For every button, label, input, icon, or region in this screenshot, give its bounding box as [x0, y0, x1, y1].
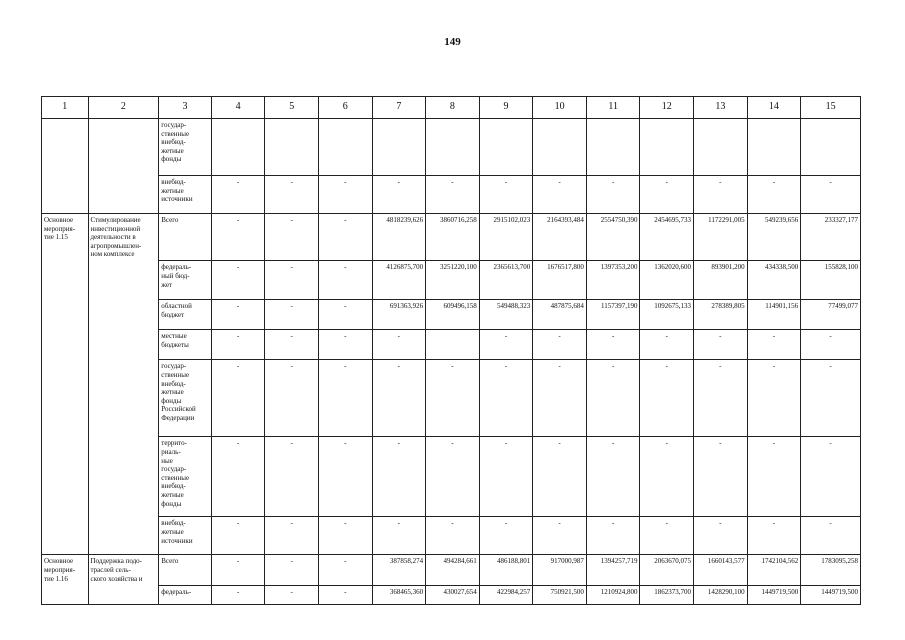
column-header-8: 8 — [426, 97, 480, 119]
column-header-6: 6 — [318, 97, 372, 119]
value-cell-col-9: - — [479, 360, 533, 437]
value-cell-col-12: 2063670,075 — [640, 555, 694, 585]
event-name-cell: Стимулирование инвестиционной деятельности в агропромышлен- ном комплексе — [88, 214, 159, 261]
value-cell-col-5 — [265, 119, 319, 176]
value-cell-col-8 — [426, 119, 480, 176]
value-cell-col-9: - — [479, 517, 533, 555]
value-cell-col-11: 1157397,190 — [586, 300, 640, 330]
value-cell-col-13: - — [694, 517, 748, 555]
table-row — [42, 119, 861, 176]
value-cell-col-6: - — [318, 517, 372, 555]
column-header-12: 12 — [640, 97, 694, 119]
value-cell-col-13: - — [694, 437, 748, 517]
event-name-cell — [88, 517, 159, 555]
value-cell-col-12: 1092675,133 — [640, 300, 694, 330]
value-cell-col-4: - — [211, 437, 265, 517]
column-header-11: 11 — [586, 97, 640, 119]
value-cell-col-7: - — [372, 517, 426, 555]
value-cell-col-9: 2365613,700 — [479, 261, 533, 300]
value-cell-col-12: 2454695,733 — [640, 214, 694, 261]
value-cell-col-9: - — [479, 330, 533, 360]
budget-table — [41, 96, 861, 605]
column-header-13: 13 — [694, 97, 748, 119]
value-cell-col-12: - — [640, 360, 694, 437]
value-cell-col-8: - — [426, 176, 480, 214]
funding-source-cell: федераль- ный бюд- жет — [159, 261, 212, 300]
value-cell-col-6: - — [318, 437, 372, 517]
value-cell-col-5: - — [265, 261, 319, 300]
value-cell-col-13: - — [694, 176, 748, 214]
value-cell-col-10: 1676517,800 — [533, 261, 587, 300]
value-cell-col-15: 155828,100 — [801, 261, 861, 300]
value-cell-col-7: - — [372, 360, 426, 437]
value-cell-col-13: - — [694, 360, 748, 437]
value-cell-col-14: 114901,156 — [747, 300, 801, 330]
value-cell-col-9: - — [479, 437, 533, 517]
event-name-cell — [88, 360, 159, 437]
value-cell-col-15: - — [801, 330, 861, 360]
table-row — [42, 214, 861, 261]
value-cell-col-4: - — [211, 330, 265, 360]
value-cell-col-12: - — [640, 176, 694, 214]
funding-source-cell: внебюд- жетные источники — [159, 176, 212, 214]
value-cell-col-4: - — [211, 517, 265, 555]
value-cell-col-15: 1449719,500 — [801, 585, 861, 604]
value-cell-col-9 — [479, 119, 533, 176]
table-row — [42, 437, 861, 517]
value-cell-col-10: - — [533, 360, 587, 437]
event-code-cell — [42, 176, 89, 214]
event-code-cell — [42, 437, 89, 517]
value-cell-col-6: - — [318, 555, 372, 585]
column-header-7: 7 — [372, 97, 426, 119]
event-code-cell — [42, 119, 89, 176]
value-cell-col-14: 549239,656 — [747, 214, 801, 261]
event-name-cell — [88, 176, 159, 214]
value-cell-col-7: 387858,274 — [372, 555, 426, 585]
value-cell-col-10: 750921,500 — [533, 585, 587, 604]
value-cell-col-14 — [747, 119, 801, 176]
value-cell-col-11: - — [586, 360, 640, 437]
value-cell-col-11 — [586, 119, 640, 176]
value-cell-col-12: - — [640, 437, 694, 517]
value-cell-col-8: 3251220,100 — [426, 261, 480, 300]
table-body — [42, 119, 861, 605]
funding-source-cell: местные бюджеты — [159, 330, 212, 360]
column-header-14: 14 — [747, 97, 801, 119]
value-cell-col-4: - — [211, 261, 265, 300]
column-header-1: 1 — [42, 97, 89, 119]
value-cell-col-5: - — [265, 214, 319, 261]
value-cell-col-4: - — [211, 555, 265, 585]
event-name-cell — [88, 585, 159, 604]
column-header-4: 4 — [211, 97, 265, 119]
value-cell-col-6: - — [318, 360, 372, 437]
value-cell-col-13: 893901,200 — [694, 261, 748, 300]
event-name-cell — [88, 437, 159, 517]
value-cell-col-10: - — [533, 437, 587, 517]
header-row — [42, 97, 861, 119]
funding-source-cell: террито- риаль- ные государ- ственные внебюд- жетные фонды — [159, 437, 212, 517]
value-cell-col-12 — [640, 119, 694, 176]
value-cell-col-12: 1362020,600 — [640, 261, 694, 300]
event-name-cell — [88, 119, 159, 176]
value-cell-col-13: 1660143,577 — [694, 555, 748, 585]
value-cell-col-6: - — [318, 214, 372, 261]
value-cell-col-9: 486188,801 — [479, 555, 533, 585]
value-cell-col-9: 422984,257 — [479, 585, 533, 604]
event-code-cell — [42, 360, 89, 437]
value-cell-col-12: - — [640, 517, 694, 555]
value-cell-col-14: - — [747, 437, 801, 517]
value-cell-col-11: 1210924,800 — [586, 585, 640, 604]
value-cell-col-15: 1783095,258 — [801, 555, 861, 585]
value-cell-col-6: - — [318, 261, 372, 300]
value-cell-col-15: 77499,077 — [801, 300, 861, 330]
value-cell-col-6: - — [318, 300, 372, 330]
column-header-10: 10 — [533, 97, 587, 119]
value-cell-col-14: - — [747, 517, 801, 555]
value-cell-col-5: - — [265, 330, 319, 360]
value-cell-col-15: 233327,177 — [801, 214, 861, 261]
value-cell-col-4: - — [211, 585, 265, 604]
value-cell-col-5: - — [265, 360, 319, 437]
value-cell-col-14: - — [747, 360, 801, 437]
table-row — [42, 555, 861, 585]
value-cell-col-11: - — [586, 437, 640, 517]
event-name-cell: Поддержка подо- траслей сель- ского хозяйства и — [88, 555, 159, 585]
value-cell-col-9: 2915102,023 — [479, 214, 533, 261]
value-cell-col-11: 1394257,719 — [586, 555, 640, 585]
value-cell-col-10: 487875,684 — [533, 300, 587, 330]
value-cell-col-7 — [372, 119, 426, 176]
value-cell-col-11: 2554750,390 — [586, 214, 640, 261]
funding-source-cell: Всего — [159, 214, 212, 261]
value-cell-col-10 — [533, 119, 587, 176]
value-cell-col-11: 1397353,200 — [586, 261, 640, 300]
value-cell-col-9: - — [479, 176, 533, 214]
column-header-5: 5 — [265, 97, 319, 119]
event-code-cell — [42, 585, 89, 604]
value-cell-col-8: 430027,654 — [426, 585, 480, 604]
table-row — [42, 261, 861, 300]
table-row — [42, 330, 861, 360]
value-cell-col-15: - — [801, 437, 861, 517]
value-cell-col-4 — [211, 119, 265, 176]
value-cell-col-15: - — [801, 360, 861, 437]
value-cell-col-15: - — [801, 176, 861, 214]
table-row — [42, 360, 861, 437]
value-cell-col-5: - — [265, 555, 319, 585]
value-cell-col-4: - — [211, 300, 265, 330]
value-cell-col-13 — [694, 119, 748, 176]
value-cell-col-14: 1742104,562 — [747, 555, 801, 585]
column-header-9: 9 — [479, 97, 533, 119]
value-cell-col-14: - — [747, 330, 801, 360]
funding-source-cell: внебюд- жетные источники — [159, 517, 212, 555]
value-cell-col-5: - — [265, 176, 319, 214]
value-cell-col-15: - — [801, 517, 861, 555]
event-code-cell — [42, 261, 89, 300]
value-cell-col-6: - — [318, 176, 372, 214]
column-header-3: 3 — [159, 97, 212, 119]
value-cell-col-13: - — [694, 330, 748, 360]
event-code-cell — [42, 517, 89, 555]
table-row — [42, 300, 861, 330]
value-cell-col-7: 368465,360 — [372, 585, 426, 604]
funding-source-cell: государ- ственные внебюд- жетные фонды Российской Федерации — [159, 360, 212, 437]
value-cell-col-8: 609496,158 — [426, 300, 480, 330]
event-name-cell — [88, 330, 159, 360]
value-cell-col-13: 1428290,100 — [694, 585, 748, 604]
value-cell-col-8: - — [426, 517, 480, 555]
value-cell-col-7: - — [372, 437, 426, 517]
value-cell-col-5: - — [265, 300, 319, 330]
value-cell-col-6: - — [318, 330, 372, 360]
value-cell-col-14: 434338,500 — [747, 261, 801, 300]
value-cell-col-7: - — [372, 330, 426, 360]
value-cell-col-10: 917000,987 — [533, 555, 587, 585]
value-cell-col-10: - — [533, 330, 587, 360]
value-cell-col-7: 4818239,626 — [372, 214, 426, 261]
value-cell-col-14: - — [747, 176, 801, 214]
value-cell-col-5: - — [265, 437, 319, 517]
value-cell-col-10: 2164393,484 — [533, 214, 587, 261]
value-cell-col-8 — [426, 330, 480, 360]
event-code-cell — [42, 330, 89, 360]
value-cell-col-11: - — [586, 330, 640, 360]
event-code-cell: Основное мероприя- тие 1.15 — [42, 214, 89, 261]
value-cell-col-9: 549488,323 — [479, 300, 533, 330]
page-number: 149 — [444, 36, 461, 48]
value-cell-col-5: - — [265, 517, 319, 555]
value-cell-col-15 — [801, 119, 861, 176]
value-cell-col-6 — [318, 119, 372, 176]
value-cell-col-11: - — [586, 517, 640, 555]
table-row — [42, 585, 861, 604]
value-cell-col-7: - — [372, 176, 426, 214]
value-cell-col-12: 1862373,700 — [640, 585, 694, 604]
column-header-15: 15 — [801, 97, 861, 119]
value-cell-col-8: - — [426, 437, 480, 517]
table-row — [42, 517, 861, 555]
funding-source-cell: государ- ственные внебюд- жетные фонды — [159, 119, 212, 176]
event-name-cell — [88, 300, 159, 330]
value-cell-col-11: - — [586, 176, 640, 214]
value-cell-col-6: - — [318, 585, 372, 604]
value-cell-col-4: - — [211, 176, 265, 214]
funding-source-cell: Всего — [159, 555, 212, 585]
value-cell-col-12: - — [640, 330, 694, 360]
value-cell-col-7: 691363,926 — [372, 300, 426, 330]
value-cell-col-10: - — [533, 517, 587, 555]
value-cell-col-14: 1449719,500 — [747, 585, 801, 604]
event-code-cell: Основное мероприя- тие 1.16 — [42, 555, 89, 585]
column-header-2: 2 — [88, 97, 159, 119]
value-cell-col-4: - — [211, 360, 265, 437]
value-cell-col-8: 3860716,258 — [426, 214, 480, 261]
funding-source-cell: федераль- — [159, 585, 212, 604]
value-cell-col-10: - — [533, 176, 587, 214]
event-name-cell — [88, 261, 159, 300]
value-cell-col-4: - — [211, 214, 265, 261]
value-cell-col-8: 494284,661 — [426, 555, 480, 585]
value-cell-col-13: 278389,805 — [694, 300, 748, 330]
value-cell-col-13: 1172291,005 — [694, 214, 748, 261]
table-row — [42, 176, 861, 214]
value-cell-col-5: - — [265, 585, 319, 604]
funding-source-cell: областной бюджет — [159, 300, 212, 330]
value-cell-col-7: 4126875,700 — [372, 261, 426, 300]
event-code-cell — [42, 300, 89, 330]
value-cell-col-8: - — [426, 360, 480, 437]
